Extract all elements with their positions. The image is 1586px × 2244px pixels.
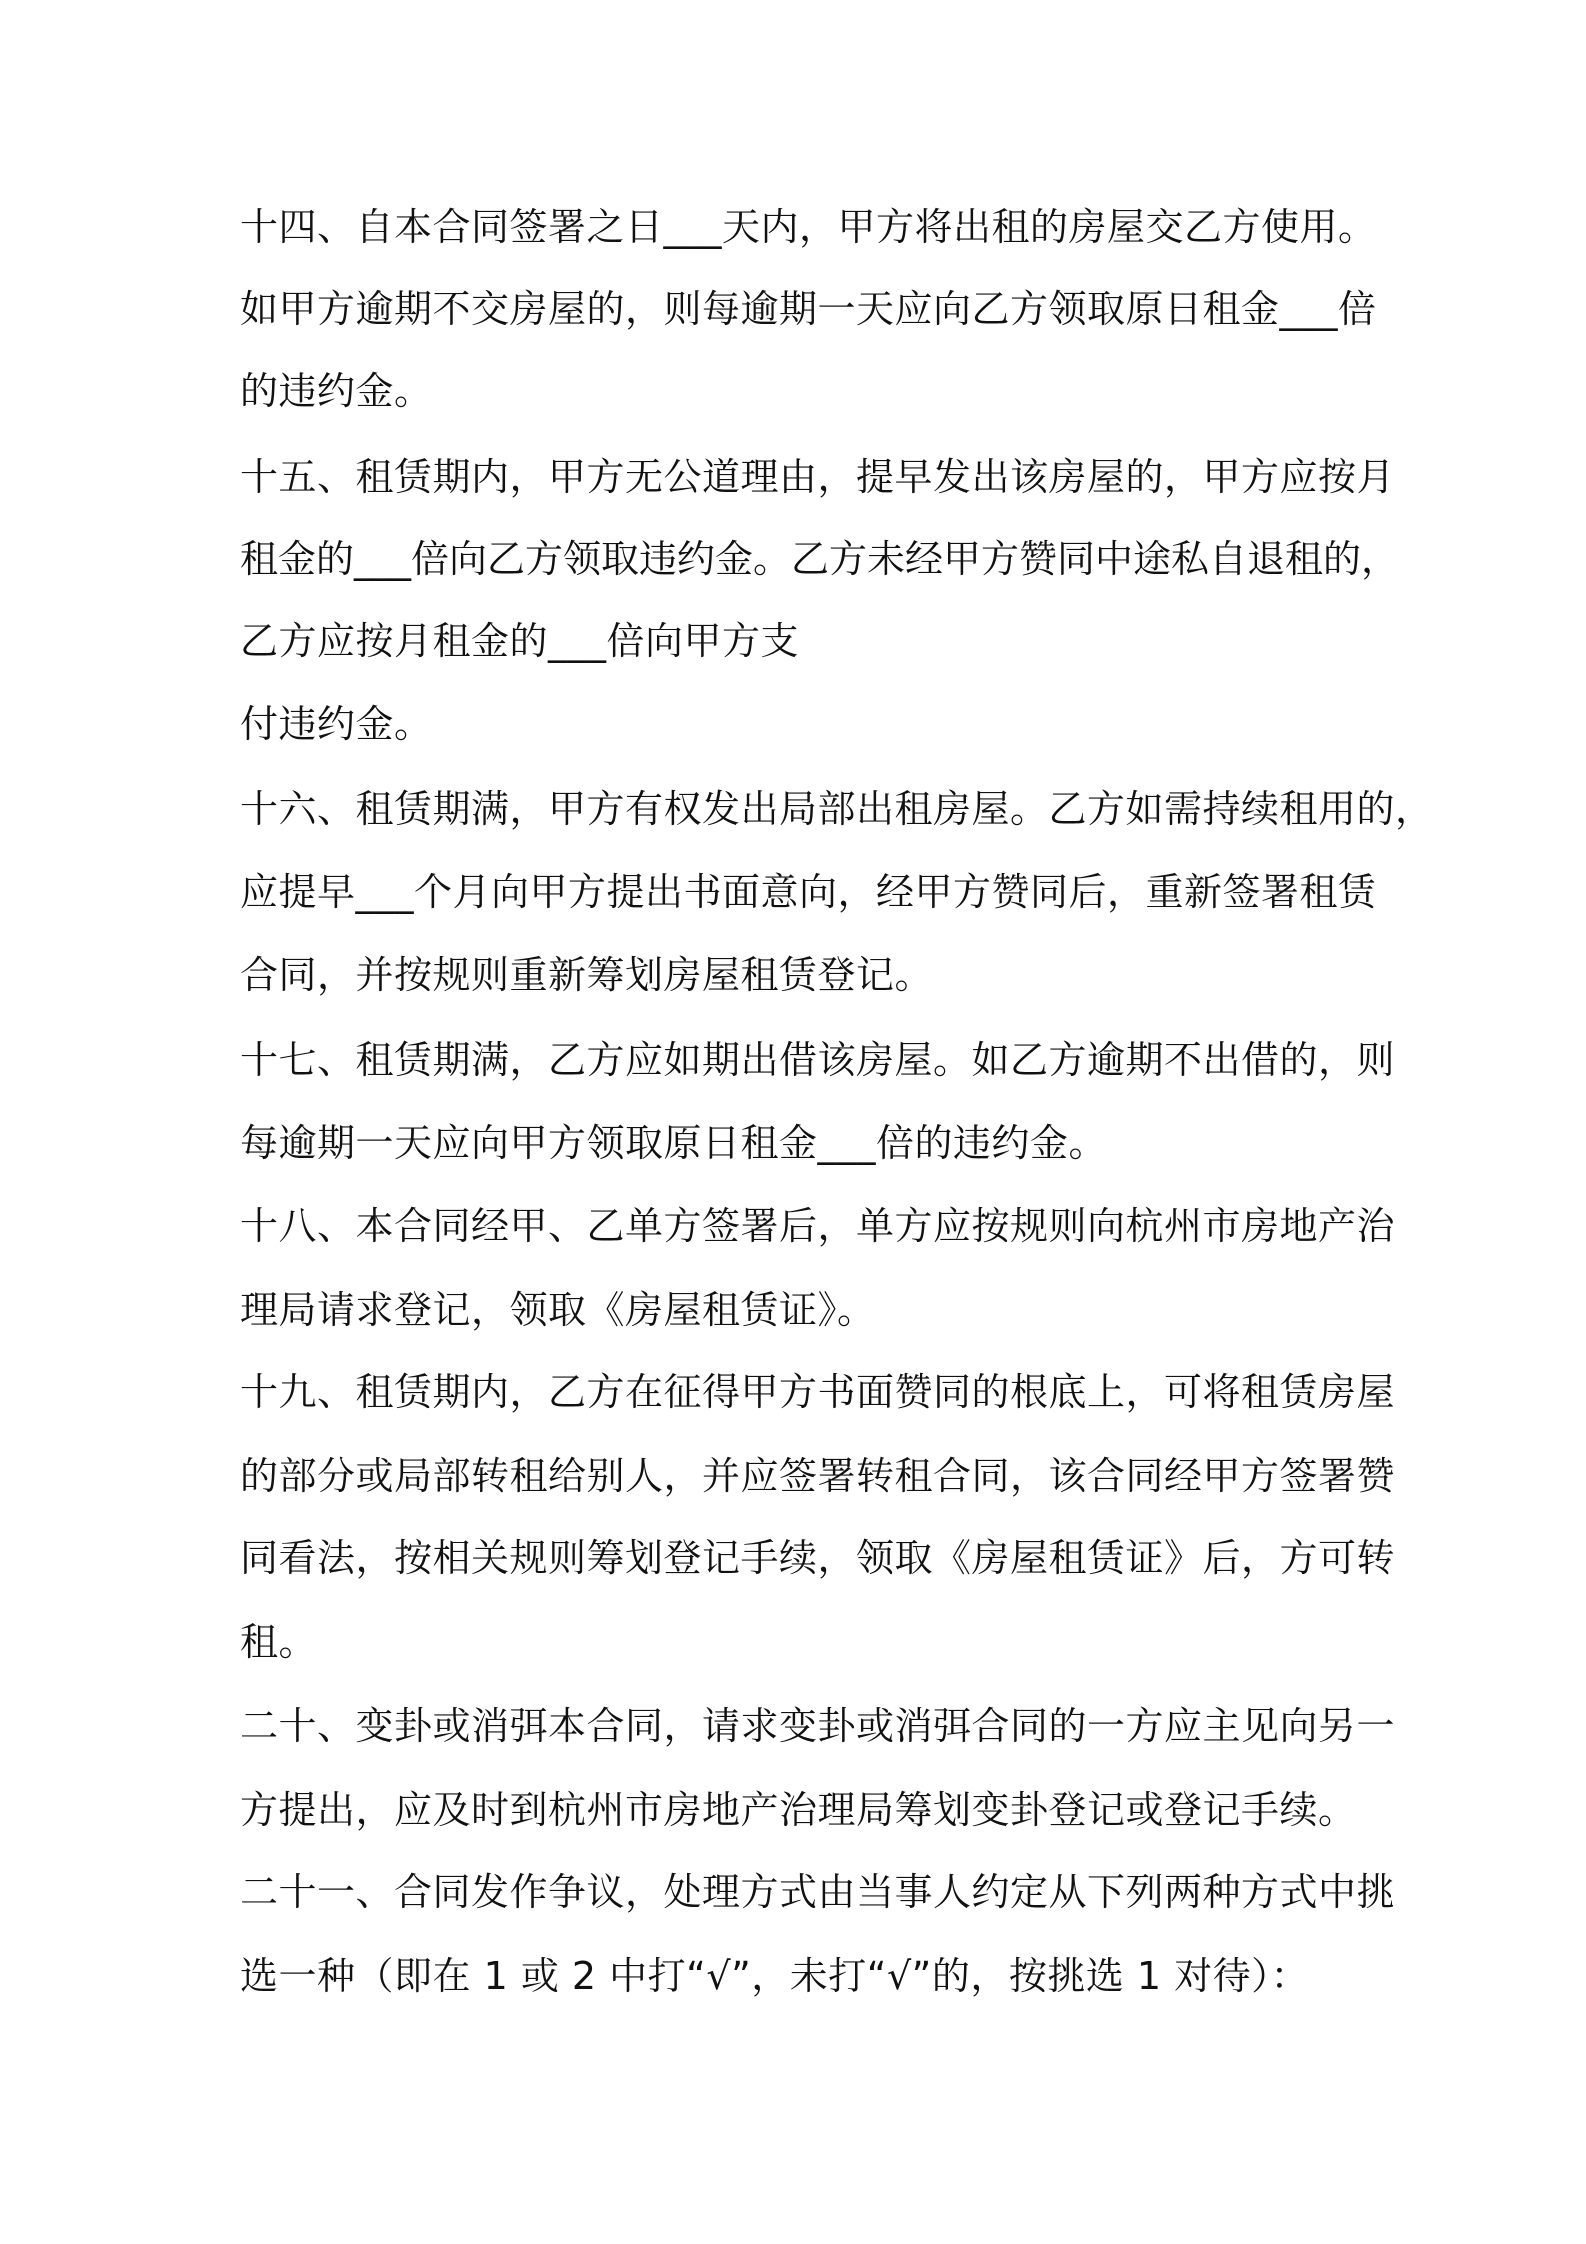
- clause-14-line-3: 的违约金。: [240, 369, 433, 413]
- clause-14-line-1: 十四、自本合同签署之日___天内，甲方将出租的房屋交乙方使用。: [240, 205, 1377, 249]
- clause-19-line-2: 的部分或局部转租给别人，并应签署转租合同，该合同经甲方签署赞: [240, 1454, 1396, 1498]
- clause-19-line-4: 租。: [240, 1620, 318, 1664]
- clause-21-line-1: 二十一、合同发作争议，处理方式由当事人约定从下列两种方式中挑: [240, 1870, 1396, 1914]
- clause-19-line-1: 十九、租赁期内，乙方在征得甲方书面赞同的根底上，可将租赁房屋: [240, 1370, 1396, 1414]
- clause-20-line-2: 方提出，应及时到杭州市房地产治理局筹划变卦登记或登记手续。: [240, 1788, 1357, 1832]
- clause-15-line-2: 租金的___倍向乙方领取违约金。乙方未经甲方赞同中途私自退租的，: [240, 537, 1400, 581]
- clause-17-line-1: 十七、租赁期满，乙方应如期出借该房屋。如乙方逾期不出借的，则: [240, 1038, 1396, 1082]
- clause-18-line-1: 十八、本合同经甲、乙单方签署后，单方应按规则向杭州市房地产治: [240, 1204, 1396, 1248]
- clause-15-line-3: 乙方应按月租金的___倍向甲方支: [240, 619, 800, 663]
- clause-19-line-3: 同看法，按相关规则筹划登记手续，领取《房屋租赁证》后，方可转: [240, 1536, 1396, 1580]
- clause-16-line-3: 合同，并按规则重新筹划房屋租赁登记。: [240, 953, 934, 997]
- clause-16-line-2: 应提早___个月向甲方提出书面意向，经甲方赞同后，重新签署租赁: [240, 870, 1377, 914]
- clause-17-line-2: 每逾期一天应向甲方领取原日租金___倍的违约金。: [240, 1121, 1108, 1165]
- clause-18-line-2: 理局请求登记，领取《房屋租赁证》。: [240, 1288, 876, 1332]
- clause-15-line-4: 付违约金。: [240, 702, 433, 746]
- clause-20-line-1: 二十、变卦或消弭本合同，请求变卦或消弭合同的一方应主见向另一: [240, 1704, 1396, 1748]
- clause-14-line-2: 如甲方逾期不交房屋的，则每逾期一天应向乙方领取原日租金___倍: [240, 287, 1377, 331]
- clause-15-line-1: 十五、租赁期内，甲方无公道理由，提早发出该房屋的，甲方应按月: [240, 455, 1396, 499]
- clause-16-line-1: 十六、租赁期满，甲方有权发出局部出租房屋。乙方如需持续租用的，: [240, 787, 1434, 831]
- clause-21-line-2: 选一种（即在 1 或 2 中打“√”，未打“√”的，按挑选 1 对待）：: [240, 1954, 1310, 1998]
